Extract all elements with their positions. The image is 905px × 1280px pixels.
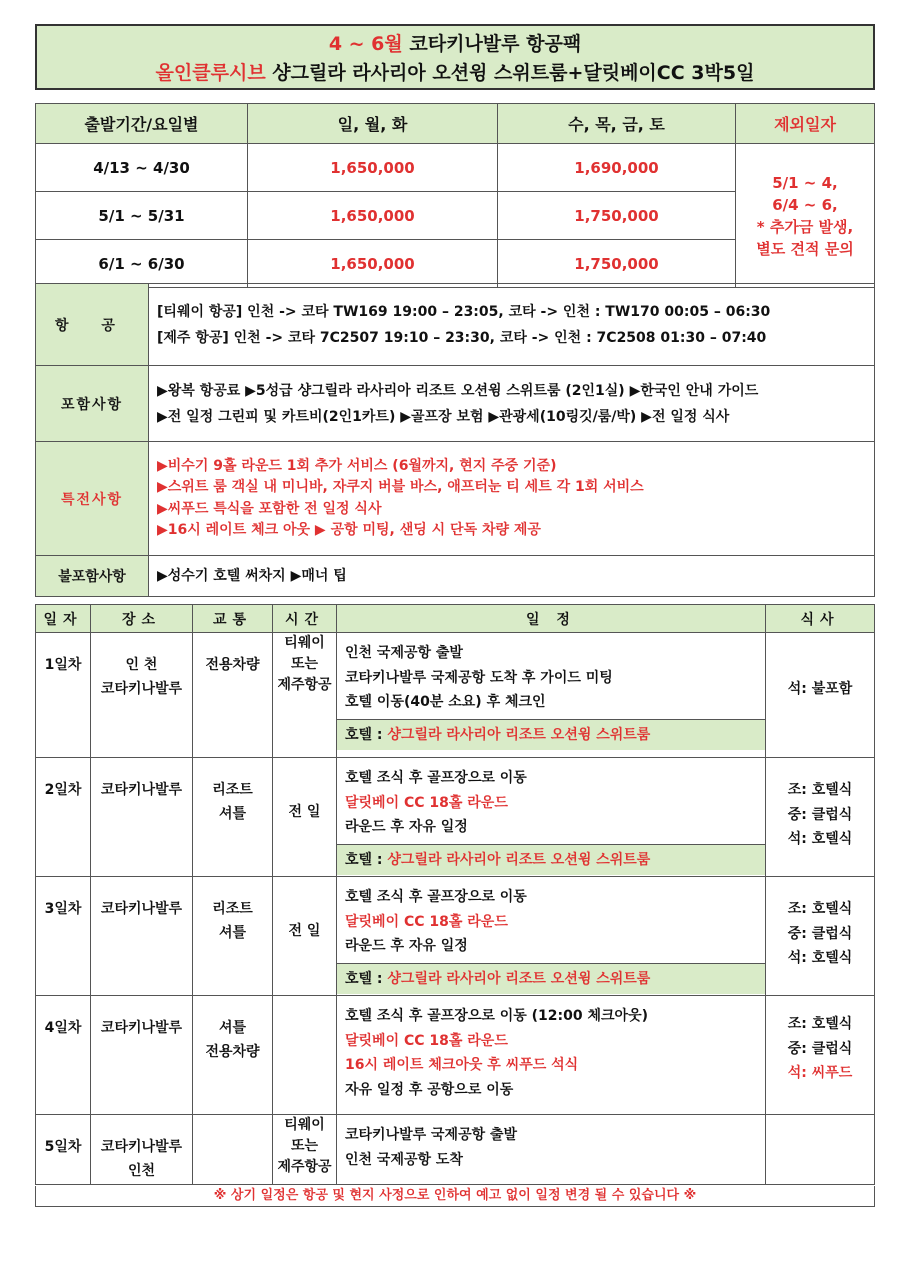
sched-header-plan: 일 정: [337, 605, 766, 633]
plan-line: 자유 일정 후 공항으로 이동: [345, 1081, 514, 1098]
schedule-time: [273, 996, 337, 1115]
plan-line: 라운드 후 자유 일정: [345, 819, 468, 835]
hotel-prefix: 호텔 :: [345, 970, 388, 987]
time-line: 또는: [290, 656, 319, 672]
schedule-transport: [193, 996, 273, 1115]
schedule-plan: [337, 758, 766, 877]
plan-line: 호텔 이동(40분 소요) 후 체크인: [345, 694, 546, 710]
schedule-meal: [766, 1115, 875, 1185]
price-period: 5/1 ~ 5/31: [36, 192, 248, 240]
excluded-dates: [736, 144, 875, 288]
plan-line: 코타키나발루 국제공항 출발: [345, 1127, 518, 1143]
schedule-plan: [337, 633, 766, 758]
meal-line: 중: 클럽식: [787, 1040, 853, 1057]
price-value: 1,690,000: [498, 144, 736, 192]
schedule-plan: [337, 1115, 766, 1185]
special-line: ▶씨푸드 특식을 포함한 전 일정 식사: [157, 500, 382, 517]
time-line: 제주항공: [277, 677, 332, 693]
sched-header-time: 시간: [273, 605, 337, 633]
price-value: 1,650,000: [248, 240, 498, 288]
meal-line: 중: 클럽식: [787, 806, 853, 823]
plan-line: 달릿베이 CC 18홀 라운드: [345, 913, 508, 930]
plan-line: 라운드 후 자유 일정: [345, 938, 468, 954]
schedule-day: [36, 758, 91, 877]
plan-line: 달릿베이 CC 18홀 라운드: [345, 1032, 508, 1049]
schedule-place: [91, 758, 193, 877]
schedule-meal: [766, 877, 875, 996]
special-line: ▶16시 레이트 체크 아웃 ▶ 공항 미팅, 샌딩 시 단독 차량 제공: [157, 522, 541, 538]
schedule-meal: [766, 996, 875, 1115]
schedule-time: [273, 1115, 337, 1185]
sched-header-day: 일자: [36, 605, 91, 633]
title-period: 4 ~ 6월: [328, 33, 403, 55]
schedule-place: [91, 996, 193, 1115]
hotel-name: 샹그릴라 라사리아 리조트 오션윙 스위트룸: [387, 726, 651, 743]
include-info: [149, 366, 875, 442]
price-header-weekday: 일, 월, 화: [248, 104, 498, 144]
hotel-line: [337, 963, 765, 994]
schedule-plan: [337, 996, 766, 1115]
price-value: 1,650,000: [248, 144, 498, 192]
schedule-plan: [337, 877, 766, 996]
schedule-place: [91, 1115, 193, 1185]
transport-line: 리조트: [212, 901, 253, 917]
time-line: 티웨이: [284, 635, 325, 651]
price-header-weekend: 수, 목, 금, 토: [498, 104, 736, 144]
schedule-transport: [193, 1115, 273, 1185]
day-label: 4일차: [44, 1020, 82, 1036]
schedule-meal: [766, 758, 875, 877]
schedule-time: [273, 758, 337, 877]
schedule-place: [91, 633, 193, 758]
schedule-day: [36, 996, 91, 1115]
place-line: 코타키나발루: [100, 1139, 183, 1155]
day-label: 1일차: [44, 657, 82, 673]
schedule-table: [35, 604, 875, 1185]
schedule-row: [36, 1115, 875, 1185]
place-line: 코타키나발루: [100, 901, 183, 917]
special-line: ▶스위트 룸 객실 내 미니바, 자쿠지 버블 바스, 애프터눈 티 세트 각 1회 서비스: [157, 479, 644, 495]
price-period: 6/1 ~ 6/30: [36, 240, 248, 288]
flight-info: [149, 284, 875, 366]
day-label: 3일차: [44, 901, 82, 917]
schedule-time: [273, 877, 337, 996]
plan-line: 호텔 조식 후 골프장으로 이동: [345, 889, 527, 905]
time-line: 제주항공: [277, 1159, 332, 1175]
place-line: 인 천: [125, 657, 158, 673]
transport-line: 셔틀: [218, 1020, 247, 1036]
hotel-line: [337, 719, 765, 750]
flight-label: 항 공: [36, 284, 149, 366]
exclude-info: ▶성수기 호텔 써차지 ▶매너 팁: [149, 556, 875, 597]
excluded-line: 6/4 ~ 6,: [772, 195, 838, 214]
special-line: ▶비수기 9홀 라운드 1회 추가 서비스 (6월까지, 현지 주중 기준): [157, 457, 557, 474]
price-table: [35, 103, 875, 288]
info-table: [35, 283, 875, 597]
schedule-place: [91, 877, 193, 996]
info-row-flight: [36, 284, 875, 366]
excluded-line: * 추가금 발생,: [756, 217, 854, 236]
plan-line: 호텔 조식 후 골프장으로 이동 (12:00 체크아웃): [345, 1008, 648, 1024]
flight-line: [티웨이 항공] 인천 -> 코타 TW169 19:00 – 23:05, 코타 -> 인천 : TW170 00:05 – 06:30: [157, 303, 771, 320]
price-period: 4/13 ~ 4/30: [36, 144, 248, 192]
price-value: 1,650,000: [248, 192, 498, 240]
price-header-row: [36, 104, 875, 144]
sched-header-transport: 교통: [193, 605, 273, 633]
schedule-day: [36, 1115, 91, 1185]
schedule-meal: [766, 633, 875, 758]
info-row-special: [36, 442, 875, 556]
exclude-label: 불포함사항: [36, 556, 149, 597]
price-header-period: 출발기간/요일별: [36, 104, 248, 144]
meal-line: 석: 씨푸드: [787, 1065, 853, 1081]
schedule-header-row: [36, 605, 875, 633]
meal-line: 중: 클럽식: [787, 925, 853, 942]
schedule-transport: [193, 758, 273, 877]
price-value: 1,750,000: [498, 240, 736, 288]
title-product: 코타키나발루 항공팩: [402, 33, 582, 55]
hotel-prefix: 호텔 :: [345, 851, 388, 868]
page-title: [35, 24, 875, 90]
plan-line: 인천 국제공항 출발: [345, 645, 463, 661]
plan-line: 인천 국제공항 도착: [345, 1151, 463, 1168]
meal-line: 석: 호텔식: [787, 831, 853, 847]
title-line-2: [37, 59, 873, 88]
transport-line: 셔틀: [218, 925, 247, 941]
hotel-name: 샹그릴라 라사리아 리조트 오션윙 스위트룸: [387, 851, 651, 868]
footnote: ※ 상기 일정은 항공 및 현지 사정으로 인하여 예고 없이 일정 변경 될 수 있습니다 ※: [35, 1186, 875, 1207]
price-header-excluded: 제외일자: [736, 104, 875, 144]
schedule-transport: [193, 877, 273, 996]
place-line: 인천: [127, 1163, 156, 1179]
hotel-name: 샹그릴라 라사리아 리조트 오션윙 스위트룸: [387, 970, 651, 987]
title-hotel: 샹그릴라 라사리아 오션윙 스위트룸+달릿베이CC 3박5일: [265, 62, 755, 84]
sched-header-place: 장소: [91, 605, 193, 633]
transport-line: 셔틀: [218, 806, 247, 822]
schedule-day: [36, 633, 91, 758]
meal-line: 석: 호텔식: [787, 950, 853, 966]
schedule-row: [36, 877, 875, 996]
special-label: 특전사항: [36, 442, 149, 556]
hotel-line: [337, 844, 765, 875]
transport-line: 전용차량: [205, 1044, 260, 1060]
hotel-prefix: 호텔 :: [345, 726, 388, 743]
include-line: ▶전 일정 그린피 및 카트비(2인1카트) ▶골프장 보험 ▶관광세(10링깃/룸/박) ▶전 일정 식사: [157, 408, 730, 425]
plan-line: 코타키나발루 국제공항 도착 후 가이드 미팅: [345, 669, 613, 686]
place-line: 코타키나발루: [100, 681, 183, 697]
transport-line: 리조트: [212, 782, 253, 798]
info-row-exclude: [36, 556, 875, 597]
time-line: 전 일: [288, 804, 321, 820]
schedule-body: [36, 633, 875, 1185]
price-value: 1,750,000: [498, 192, 736, 240]
day-label: 5일차: [44, 1139, 82, 1155]
schedule-day: [36, 877, 91, 996]
meal-line: 조: 호텔식: [787, 901, 853, 917]
include-line: ▶왕복 항공료 ▶5성급 샹그릴라 라사리아 리조트 오션윙 스위트룸 (2인1실) ▶한국인 안내 가이드: [157, 382, 759, 399]
sched-header-meal: 식사: [766, 605, 875, 633]
meal-line: 석: 불포함: [787, 681, 853, 697]
special-info: [149, 442, 875, 556]
schedule-time: [273, 633, 337, 758]
title-line-1: [37, 30, 873, 59]
title-allinclusive: 올인클루시브: [155, 62, 266, 84]
transport-line: 전용차량: [205, 657, 260, 673]
meal-line: 조: 호텔식: [787, 1016, 853, 1032]
price-row: [36, 144, 875, 192]
plan-line: 16시 레이트 체크아웃 후 씨푸드 석식: [345, 1057, 579, 1073]
plan-line: 달릿베이 CC 18홀 라운드: [345, 794, 508, 811]
schedule-row: [36, 996, 875, 1115]
excluded-line: 5/1 ~ 4,: [772, 173, 838, 192]
day-label: 2일차: [44, 782, 82, 798]
excluded-line: 별도 견적 문의: [756, 239, 854, 258]
flight-line: [제주 항공] 인천 -> 코타 7C2507 19:10 – 23:30, 코타 -> 인천 : 7C2508 01:30 – 07:40: [157, 329, 767, 346]
plan-line: 호텔 조식 후 골프장으로 이동: [345, 770, 527, 786]
place-line: 코타키나발루: [100, 1020, 183, 1036]
info-row-include: [36, 366, 875, 442]
schedule-transport: [193, 633, 273, 758]
meal-line: 조: 호텔식: [787, 782, 853, 798]
time-line: 전 일: [288, 923, 321, 939]
place-line: 코타키나발루: [100, 782, 183, 798]
time-line: 티웨이: [284, 1117, 325, 1133]
schedule-row: [36, 633, 875, 758]
time-line: 또는: [290, 1138, 319, 1154]
schedule-row: [36, 758, 875, 877]
include-label: 포함사항: [36, 366, 149, 442]
